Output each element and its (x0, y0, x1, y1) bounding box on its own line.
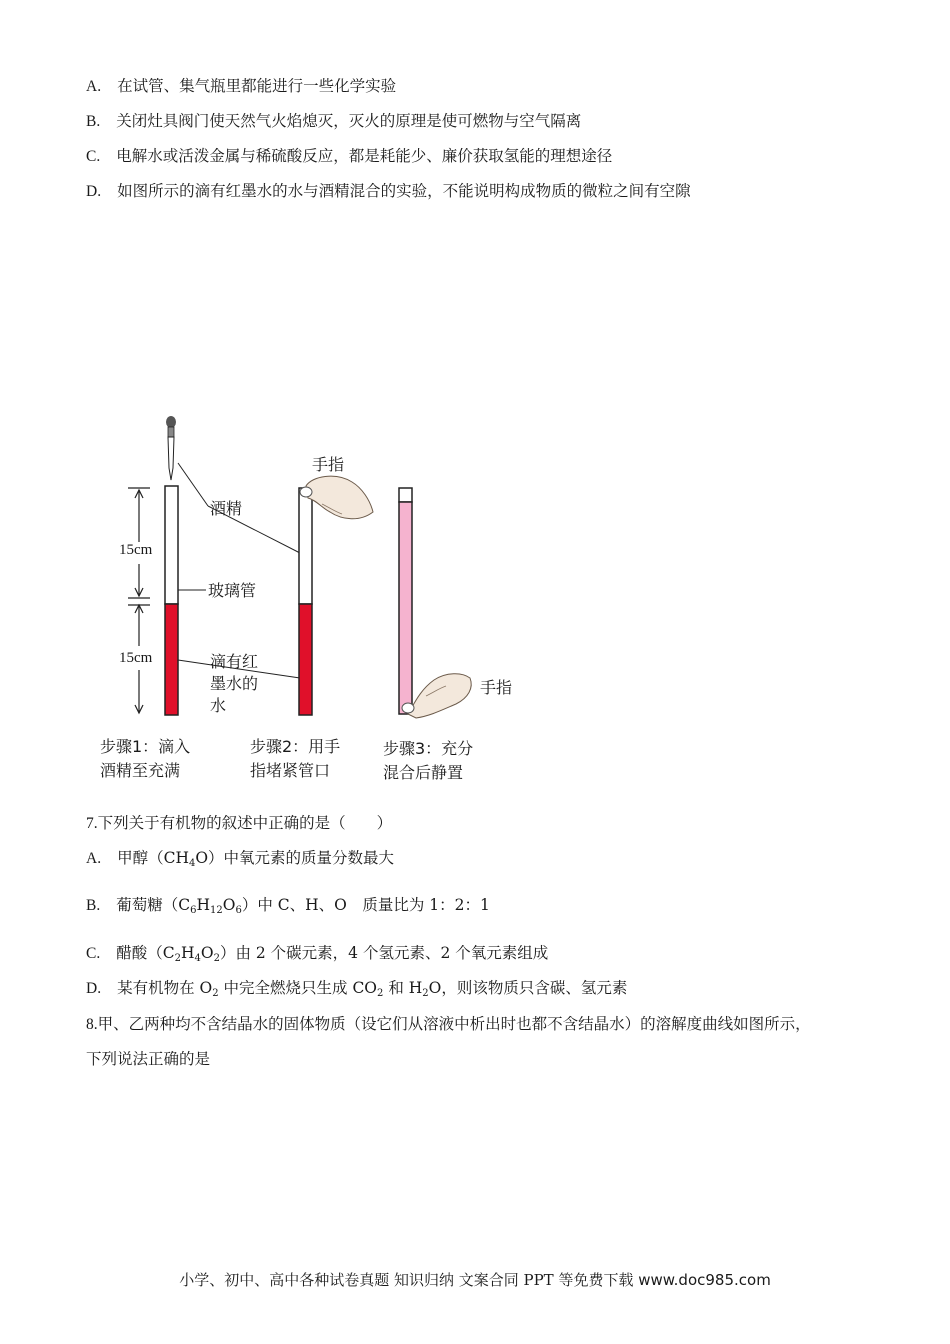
option-text: O，则该物质只含碳、氢元素 (428, 979, 628, 997)
step2-caption-line2: 指堵紧管口 (250, 761, 331, 780)
footer-link[interactable]: www.doc985.com (638, 1271, 771, 1289)
option-text: H (180, 944, 195, 962)
q7-option-b (86, 895, 490, 916)
label-red-water-2: 墨水的 (210, 674, 259, 693)
length-label-top: 15cm (119, 542, 153, 558)
option-text: O (222, 896, 236, 914)
option-text: 和 H (383, 979, 423, 997)
length-label-bottom: 15cm (119, 650, 153, 666)
subscript: 2 (174, 953, 181, 964)
option-letter: D. (86, 980, 102, 997)
step3-caption-line2: 混合后静置 (383, 763, 464, 782)
question-number: 8. (86, 1016, 98, 1033)
option-text: 中完全燃烧只生成 CO (218, 979, 378, 997)
label-glass-tube: 玻璃管 (208, 581, 257, 600)
tube-step2 (299, 488, 312, 715)
option-text: O (200, 944, 214, 962)
option-letter: A. (86, 78, 102, 95)
option-letter: C. (86, 945, 101, 962)
q6-option-d (86, 181, 691, 202)
q7-option-a (86, 848, 394, 869)
option-text: 关闭灶具阀门使天然气火焰熄灭，灭火的原理是使可燃物与空气隔离 (116, 112, 582, 130)
step1-caption-line1: 步骤1：滴入 (100, 737, 191, 756)
q7-stem (86, 813, 392, 834)
dimension-arrows (128, 488, 150, 713)
option-text: O）中氧元素的质量分数最大 (195, 849, 395, 867)
option-text: 电解水或活泼金属与稀硫酸反应，都是耗能少、廉价获取氢能的理想途径 (116, 147, 613, 165)
step3-caption-line1: 步骤3：充分 (383, 739, 474, 758)
tube-step3 (399, 488, 412, 714)
subscript: 2 (422, 988, 429, 999)
red-water-column (165, 604, 178, 715)
subscript: 2 (213, 953, 220, 964)
option-text: 甲醇（CH (117, 849, 189, 867)
subscript: 6 (190, 905, 197, 916)
option-text: 葡萄糖（C (116, 896, 191, 914)
q8-stem-line1 (86, 1014, 811, 1035)
subscript: 4 (188, 858, 196, 869)
label-red-water-1: 滴有红 (210, 652, 259, 671)
option-text: 如图所示的滴有红墨水的水与酒精混合的实验，不能说明构成物质的微粒之间有空隙 (117, 182, 691, 200)
option-letter: A. (86, 850, 102, 867)
step2-caption-line1: 步骤2：用手 (250, 737, 341, 756)
option-letter: B. (86, 897, 101, 914)
subscript: 2 (377, 988, 384, 999)
label-red-water-3: 水 (210, 696, 227, 715)
subscript: 4 (194, 953, 201, 964)
dropper-icon (166, 416, 176, 480)
option-letter: C. (86, 148, 101, 165)
step1-caption-line2: 酒精至充满 (100, 761, 181, 780)
footer-text: 小学、初中、高中各种试卷真题 知识归纳 文案合同 PPT 等免费下载 (179, 1271, 634, 1289)
q8-stem-line2 (86, 1049, 210, 1069)
mixing-experiment-figure (90, 408, 610, 793)
q6-option-c (86, 146, 612, 167)
subscript: 12 (210, 905, 223, 916)
question-text: 下列关于有机物的叙述中正确的是（ ） (97, 814, 393, 832)
question-text: 下列说法正确的是 (86, 1050, 211, 1068)
label-alcohol: 酒精 (210, 499, 243, 518)
subscript: 6 (235, 905, 242, 916)
option-text: ）由 2 个碳元素，4 个氢元素、2 个氧元素组成 (219, 944, 549, 962)
label-finger-bottom: 手指 (480, 678, 513, 697)
option-text: 在试管、集气瓶里都能进行一些化学实验 (117, 77, 397, 95)
label-finger-top: 手指 (312, 455, 345, 474)
alcohol-column (165, 486, 178, 604)
option-letter: D. (86, 183, 102, 200)
tube-step1 (165, 486, 178, 715)
page-footer (0, 1269, 950, 1290)
option-text: 某有机物在 O (117, 979, 213, 997)
q7-option-c (86, 943, 548, 964)
option-text: 醋酸（C (116, 944, 175, 962)
question-number: 7. (86, 815, 98, 832)
q6-option-b (86, 111, 581, 132)
option-text: H (196, 896, 210, 914)
question-text: 甲、乙两种均不含结晶水的固体物质（设它们从溶液中析出时也都不含结晶水）的溶解度曲线如图所示， (97, 1015, 811, 1033)
q6-option-a (86, 76, 396, 97)
option-text: ）中 C、H、O 质量比为 1：2：1 (241, 896, 490, 914)
option-letter: B. (86, 113, 101, 130)
q7-option-d (86, 978, 627, 999)
subscript: 2 (212, 988, 219, 999)
